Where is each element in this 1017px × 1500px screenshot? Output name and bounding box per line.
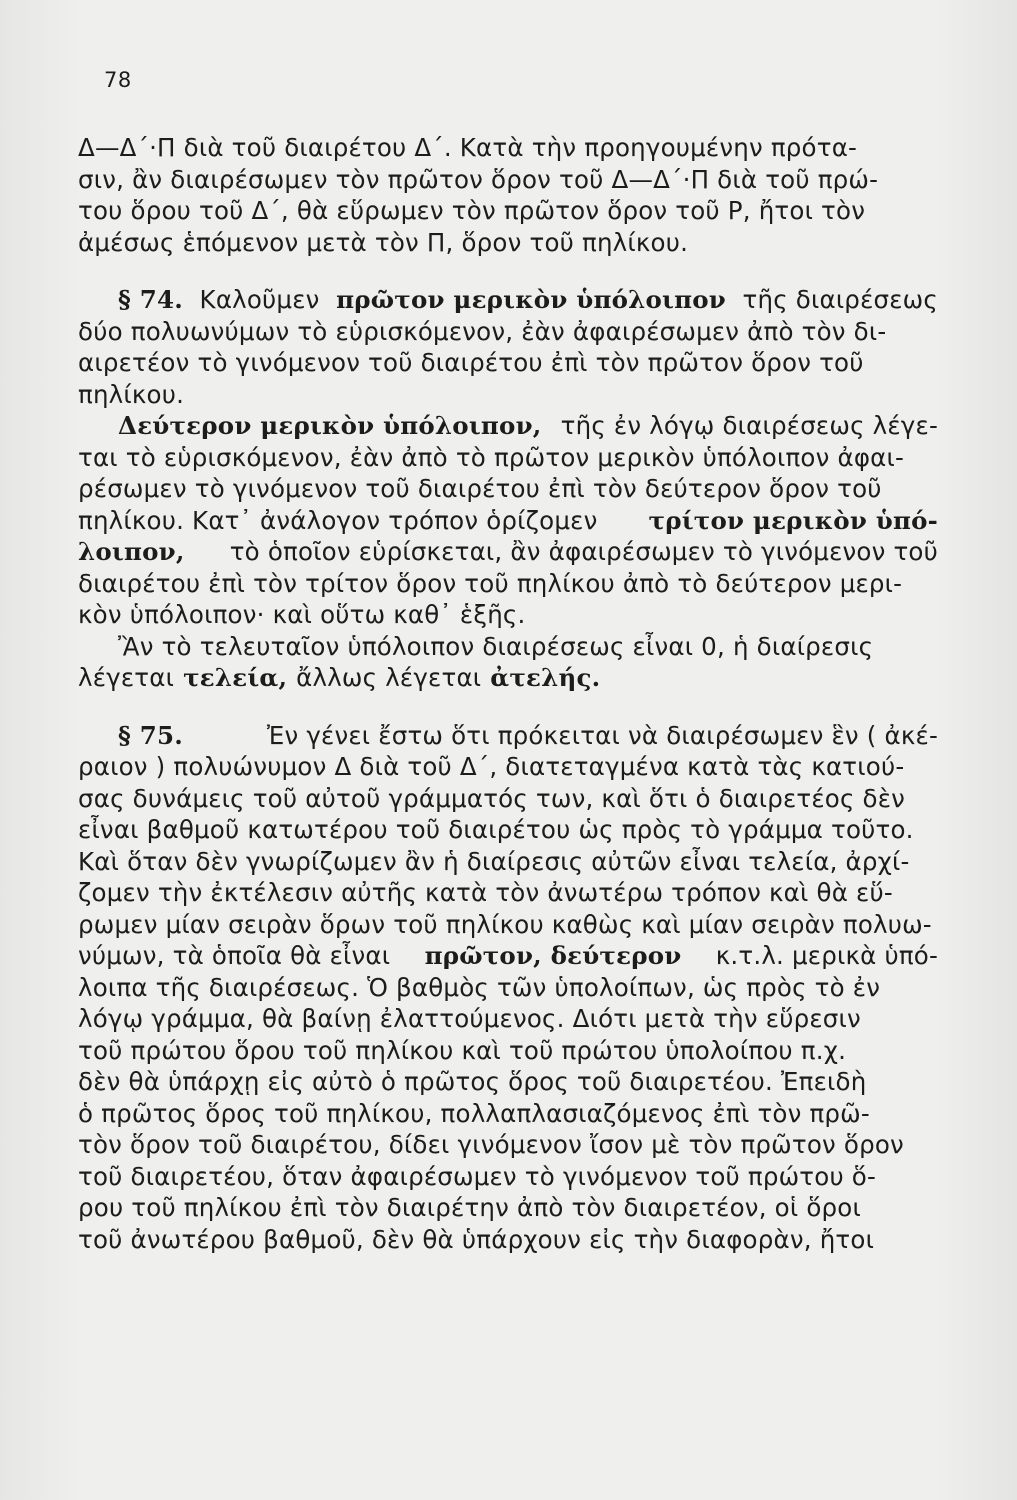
text-line bbox=[78, 227, 938, 259]
bold-term: § 75. bbox=[118, 720, 183, 750]
text-segment: πηλίκου. Κατ᾽ ἀνάλογον τρόπον ὁρίζομεν bbox=[78, 505, 598, 535]
text-line bbox=[78, 1066, 938, 1098]
text-segment: ὁ πρῶτος ὅρος τοῦ πηλίκου, πολλαπλασιαζόμενος ἐπὶ τὸν πρῶ- bbox=[78, 1098, 870, 1128]
text-line bbox=[78, 720, 938, 752]
text-line bbox=[78, 877, 938, 909]
text-segment: διαιρέτου ἐπὶ τὸν τρίτον ὅρον τοῦ πηλίκου ἀπὸ τὸ δεύτερον μερι- bbox=[78, 568, 903, 598]
text-line bbox=[78, 599, 938, 631]
text-line bbox=[78, 195, 938, 227]
text-line bbox=[78, 972, 938, 1004]
bold-term: πρῶτον, δεύτερον bbox=[424, 941, 682, 970]
text-segment: ζομεν τὴν ἐκτέλεσιν αὐτῆς κατὰ τὸν ἀνωτέρω τρόπον καὶ θὰ εὕ- bbox=[78, 878, 893, 907]
bold-term: πρῶτον μερικὸν ὑπόλοιπον bbox=[336, 285, 726, 314]
text-line bbox=[78, 316, 938, 348]
text-line bbox=[78, 1161, 938, 1193]
bold-term: τελεία, bbox=[183, 663, 288, 692]
bold-term: ἀτελής. bbox=[490, 663, 601, 692]
text-segment: ρωμεν μίαν σειρὰν ὅρων τοῦ πηλίκου καθὼς καὶ μίαν σειρὰν πολυω- bbox=[78, 909, 932, 939]
page-body-text bbox=[78, 132, 938, 1255]
text-line bbox=[78, 1224, 938, 1256]
text-segment: κ.τ.λ. μερικὰ ὑπό- bbox=[715, 941, 938, 970]
text-segment: ραιον ) πολυώνυμον Δ διὰ τοῦ Δ΄, διατεταγμένα κατὰ τὰς κατιού- bbox=[78, 752, 905, 781]
text-line bbox=[78, 1035, 938, 1067]
text-line bbox=[78, 1098, 938, 1130]
text-segment: ρέσωμεν τὸ γινόμενον τοῦ διαιρέτου ἐπὶ τὸν δεύτερον ὅρον τοῦ bbox=[78, 474, 882, 503]
text-segment: Καλοῦμεν bbox=[199, 285, 320, 314]
text-segment: του ὅρου τοῦ Δ΄, θὰ εὕρωμεν τὸν πρῶτον ὅρον τοῦ Ρ, ἤτοι τὸν bbox=[78, 196, 866, 225]
text-line bbox=[78, 783, 938, 815]
text-segment: τὸ ὁποῖον εὑρίσκεται, ἂν ἀφαιρέσωμεν τὸ γινόμενον τοῦ bbox=[229, 537, 938, 566]
bold-term: § 74. bbox=[118, 285, 183, 314]
page-number: 78 bbox=[104, 68, 132, 92]
text-segment: εἶναι βαθμοῦ κατωτέρου τοῦ διαιρέτου ὡς πρὸς τὸ γράμμα τοῦτο. bbox=[78, 815, 914, 844]
text-segment: τῆς ἐν λόγῳ διαιρέσεως λέγε- bbox=[560, 411, 938, 440]
text-segment: σας δυνάμεις τοῦ αὐτοῦ γράμματός των, καὶ ὅτι ὁ διαιρετέος δὲν bbox=[78, 783, 906, 813]
text-line bbox=[78, 473, 938, 505]
text-line bbox=[78, 909, 938, 941]
text-line bbox=[78, 568, 938, 600]
text-segment: αιρετέον τὸ γινόμενον τοῦ διαιρέτου ἐπὶ τὸν πρῶτον ὅρον τοῦ bbox=[78, 348, 864, 377]
text-line bbox=[78, 751, 938, 783]
text-segment: Ἐν γένει ἔστω ὅτι πρόκειται νὰ διαιρέσωμεν ἓν ( ἀκέ- bbox=[266, 720, 938, 750]
text-line bbox=[78, 1003, 938, 1035]
text-line bbox=[78, 410, 938, 442]
text-segment: Καὶ ὅταν δὲν γνωρίζωμεν ἂν ἡ διαίρεσις αὐτῶν εἶναι τελεία, ἀρχί- bbox=[78, 846, 910, 876]
text-line bbox=[78, 505, 938, 537]
text-line bbox=[78, 536, 938, 568]
text-segment: Ἂν τὸ τελευταῖον ὑπόλοιπον διαιρέσεως εἶναι 0, ἡ διαίρεσις bbox=[118, 631, 874, 661]
text-line bbox=[78, 1192, 938, 1224]
text-line bbox=[78, 631, 938, 663]
text-line bbox=[78, 846, 938, 878]
text-line bbox=[78, 284, 938, 316]
bold-term: τρίτον μερικὸν ὑπό- bbox=[648, 505, 938, 535]
text-segment: ται τὸ εὑρισκόμενον, ἐὰν ἀπὸ τὸ πρῶτον μερικὸν ὑπόλοιπον ἀφαι- bbox=[78, 442, 905, 472]
text-segment: Δ—Δ΄·Π διὰ τοῦ διαιρέτου Δ΄. Κατὰ τὴν προηγουμένην πρότα- bbox=[78, 133, 858, 162]
text-line bbox=[78, 379, 938, 411]
paragraph-gap bbox=[78, 258, 938, 284]
text-line bbox=[78, 132, 938, 164]
text-line bbox=[78, 814, 938, 846]
text-segment: ρου τοῦ πηλίκου ἐπὶ τὸν διαιρέτην ἀπὸ τὸν διαιρετέον, οἱ ὅροι bbox=[78, 1193, 861, 1222]
text-segment: ἄλλως λέγεται bbox=[296, 663, 482, 692]
text-segment: νύμων, τὰ ὁποῖα θὰ εἶναι bbox=[78, 941, 391, 970]
paragraph-gap bbox=[78, 694, 938, 720]
text-segment: λέγεται bbox=[78, 663, 175, 692]
text-segment: κὸν ὑπόλοιπον· καὶ οὕτω καθ᾽ ἑξῆς. bbox=[78, 600, 526, 629]
text-segment: λοιπα τῆς διαιρέσεως. Ὁ βαθμὸς τῶν ὑπολοίπων, ὡς πρὸς τὸ ἐν bbox=[78, 972, 881, 1002]
text-segment: ἀμέσως ἑπόμενον μετὰ τὸν Π, ὅρον τοῦ πηλίκου. bbox=[78, 227, 689, 257]
text-segment: τῆς διαιρέσεως bbox=[742, 285, 938, 314]
text-segment: λόγῳ γράμμα, θὰ βαίνῃ ἐλαττούμενος. Διότι μετὰ τὴν εὕρεσιν bbox=[78, 1004, 861, 1033]
text-segment: πηλίκου. bbox=[78, 379, 185, 409]
text-line bbox=[78, 940, 938, 972]
text-segment: τοῦ πρώτου ὅρου τοῦ πηλίκου καὶ τοῦ πρώτου ὑπολοίπου π.χ. bbox=[78, 1035, 847, 1065]
text-line bbox=[78, 164, 938, 196]
text-segment: σιν, ἂν διαιρέσωμεν τὸν πρῶτον ὅρον τοῦ Δ—Δ΄·Π διὰ τοῦ πρώ- bbox=[78, 164, 879, 194]
text-line bbox=[78, 662, 938, 694]
text-segment: δύο πολυωνύμων τὸ εὑρισκόμενον, ἐὰν ἀφαιρέσωμεν ἀπὸ τὸν δι- bbox=[78, 316, 887, 346]
text-segment: τοῦ διαιρετέου, ὅταν ἀφαιρέσωμεν τὸ γινόμενον τοῦ πρώτου ὅ- bbox=[78, 1161, 877, 1191]
text-line bbox=[78, 442, 938, 474]
bold-term: Δεύτερον μερικὸν ὑπόλοιπον, bbox=[118, 411, 542, 440]
text-segment: τοῦ ἀνωτέρου βαθμοῦ, δὲν θὰ ὑπάρχουν εἰς τὴν διαφορὰν, ἤτοι bbox=[78, 1224, 875, 1254]
text-segment: τὸν ὅρον τοῦ διαιρέτου, δίδει γινόμενον ἴσον μὲ τὸν πρῶτον ὅρον bbox=[78, 1130, 904, 1159]
text-line bbox=[78, 1129, 938, 1161]
text-line bbox=[78, 347, 938, 379]
bold-term: λοιπον, bbox=[78, 537, 185, 566]
text-segment: δὲν θὰ ὑπάρχῃ εἰς αὐτὸ ὁ πρῶτος ὅρος τοῦ διαιρετέου. Ἐπειδὴ bbox=[78, 1067, 867, 1096]
